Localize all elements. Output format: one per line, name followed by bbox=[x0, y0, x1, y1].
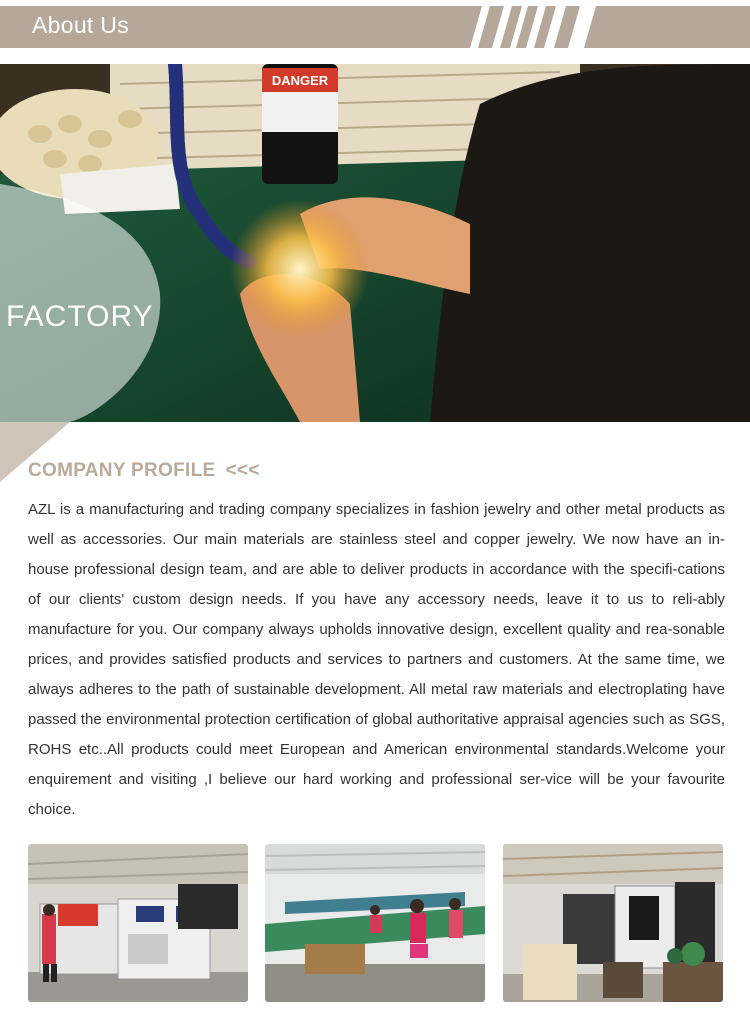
factory-label: FACTORY bbox=[6, 300, 154, 333]
company-profile-title: COMPANY PROFILE bbox=[28, 460, 216, 481]
factory-gallery bbox=[28, 844, 725, 1002]
danger-label: DANGER bbox=[271, 73, 329, 88]
page-title: About Us bbox=[32, 12, 130, 38]
laser-machines-photo bbox=[28, 844, 248, 1002]
cnc-workshop-photo bbox=[503, 844, 723, 1002]
heading-arrows: <<< bbox=[225, 460, 260, 481]
company-profile-heading bbox=[28, 460, 260, 482]
page-header bbox=[0, 0, 750, 50]
assembly-line-photo bbox=[265, 844, 485, 1002]
factory-hero-image bbox=[0, 64, 750, 422]
company-profile-text: AZL is a manufacturing and trading company specializes in fashion jewelry and other metal products as well as accessories. Our main materials are stainless steel and copper jewelry. We now have an in-house professional design team, and are able to deliver products in accordance with the specifi-cations of our clients' custom design needs. If you have any accessory needs, leave it to us to reli-ably manufacture for you. Our company always upholds innovative design, excellent quality and rea-sonable prices, and provides satisfied products and services to partners and customers. At the same time, we always adheres to the path of sustainable development. All metal raw materials and electroplating have passed the environmental protection certification of global authoritative appraisal agencies such as SGS, ROHS etc..All products could meet European and American environmental standards.Welcome your enquirement and visiting ,I believe our hard working and professional ser-vice will be your favourite choice. bbox=[28, 501, 725, 818]
header-stripes-decoration bbox=[470, 6, 610, 48]
factory-workbench-illustration bbox=[0, 64, 750, 422]
